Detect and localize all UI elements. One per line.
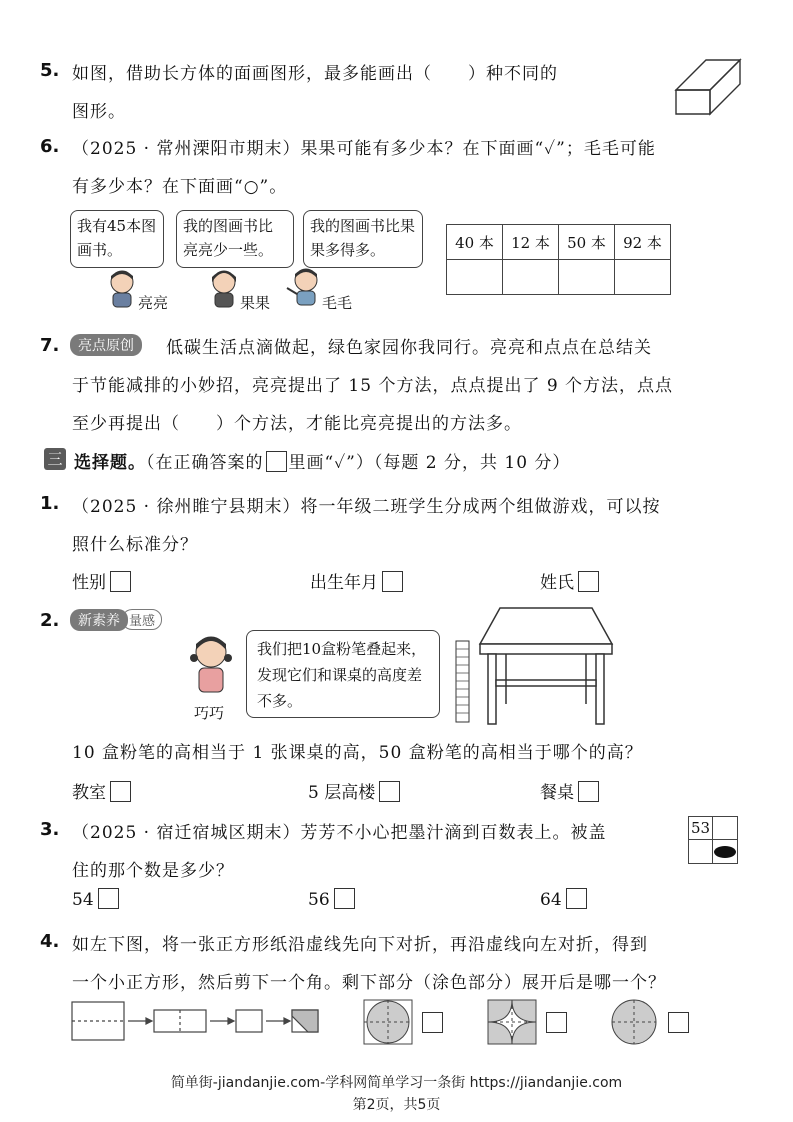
q6-number: 6. [40, 136, 60, 157]
option-label: 64 [540, 890, 562, 910]
q5-text-line1: 如图，借助长方体的面画图形，最多能画出（ ）种不同的 [72, 64, 558, 84]
table-header: 50 本 [559, 225, 615, 260]
folding-steps-figure [70, 998, 340, 1048]
chalk-box-stack [455, 640, 471, 724]
sample-checkbox [266, 451, 287, 472]
grid-cell [688, 839, 713, 864]
answer-checkbox[interactable] [98, 888, 119, 909]
c2-option-building[interactable] [308, 778, 400, 803]
section-three-instr-a: （在正确答案的 [146, 453, 264, 473]
q7-text-line3: 至少再提出（ ）个方法，才能比亮亮提出的方法多。 [72, 414, 522, 434]
name-guoguo: 果果 [240, 294, 271, 312]
c4-option-c-checkbox[interactable] [668, 1012, 689, 1033]
option-label: 出生年月 [310, 573, 378, 593]
answer-checkbox[interactable] [566, 888, 587, 909]
q6-text-line2: 有多少本？在下面画“○”。 [72, 177, 288, 197]
option-b-figure [486, 998, 538, 1046]
q6-text-line1: （2025 · 常州溧阳市期末）果果可能有多少本？在下面画“✓”；毛毛可能 [72, 139, 656, 159]
c1-option-birth[interactable] [310, 568, 403, 593]
c2-tags [70, 609, 162, 631]
c3-number: 3. [40, 819, 60, 840]
q7-tag [70, 334, 142, 356]
c2-option-dining-table[interactable] [540, 778, 599, 803]
section-three-title: 选择题。 [74, 453, 146, 473]
liangliang-figure [104, 268, 140, 308]
c2-question: 10 盒粉笔的高相当于 1 张课桌的高，50 盒粉笔的高相当于哪个的高？ [72, 743, 643, 763]
option-label: 5 层高楼 [308, 783, 376, 803]
c2-number: 2. [40, 610, 60, 631]
option-label: 性别 [72, 573, 106, 593]
c1-option-gender[interactable] [72, 568, 131, 593]
c4-option-b[interactable] [486, 998, 538, 1051]
c3-option-56[interactable] [308, 888, 355, 910]
section-three-icon: 三 [44, 448, 66, 470]
q7-number: 7. [40, 335, 60, 356]
c1-text-line1: （2025 · 徐州睢宁县期末）将一年级二班学生分成两个组做游戏，可以按 [72, 497, 661, 517]
footer-site: 简单街-jiandanjie.com-学科网简单学习一条街 https://jiandanjie.com [170, 1075, 623, 1091]
quantity-sense-badge: 量感 [122, 609, 162, 630]
cuboid-figure [672, 50, 744, 118]
bubble-liangliang: 我有45本图画书。 [70, 210, 164, 268]
c3-option-54[interactable] [72, 888, 119, 910]
option-label: 姓氏 [540, 573, 574, 593]
highlight-original-badge: 亮点原创 [70, 334, 142, 356]
c4-option-a-checkbox[interactable] [422, 1012, 443, 1033]
qiaoqiao-figure [186, 632, 236, 698]
answer-checkbox[interactable] [334, 888, 355, 909]
maomao-figure [284, 266, 324, 308]
c3-text-line1: （2025 · 宿迁宿城区期末）芳芳不小心把墨汁滴到百数表上。被盖 [72, 823, 607, 843]
footer-page-number: 第2页，共5页 [352, 1097, 441, 1113]
c4-option-b-checkbox[interactable] [546, 1012, 567, 1033]
q5-number: 5. [40, 60, 60, 81]
option-label: 餐桌 [540, 783, 574, 803]
section-three-header [74, 448, 570, 473]
guoguo-figure [206, 268, 242, 308]
option-a-figure [362, 998, 414, 1046]
table-header: 12 本 [503, 225, 559, 260]
c4-number: 4. [40, 931, 60, 952]
option-label: 54 [72, 890, 94, 910]
option-c-figure [608, 998, 660, 1046]
answer-checkbox[interactable] [110, 571, 131, 592]
grid-number-cell: 53 [688, 816, 713, 840]
ink-blot-cell [712, 839, 738, 864]
answer-cell[interactable] [503, 260, 559, 295]
c3-text-line2: 住的那个数是多少？ [72, 861, 234, 881]
name-qiaoqiao: 巧巧 [194, 704, 225, 722]
new-literacy-badge: 新素养 [70, 609, 128, 631]
desk-figure [476, 604, 616, 726]
c1-number: 1. [40, 493, 60, 514]
answer-cell[interactable] [447, 260, 503, 295]
ink-blot [714, 846, 736, 858]
grid-cell [712, 816, 738, 840]
bubble-maomao: 我的图画书比果果多得多。 [303, 210, 423, 268]
c3-option-64[interactable] [540, 888, 587, 910]
c4-text-line2: 一个小正方形，然后剪下一个角。剩下部分（涂色部分）展开后是哪一个？ [72, 973, 666, 993]
c2-option-classroom[interactable] [72, 778, 131, 803]
option-label: 56 [308, 890, 330, 910]
hundred-chart-fragment [688, 816, 738, 864]
table-header: 92 本 [615, 225, 671, 260]
c4-option-c[interactable] [608, 998, 660, 1051]
answer-cell[interactable] [559, 260, 615, 295]
answer-checkbox[interactable] [379, 781, 400, 802]
q5-text-line2: 图形。 [72, 102, 126, 122]
q6-answer-table [446, 224, 671, 295]
qiaoqiao-bubble: 我们把10盒粉笔叠起来，发现它们和课桌的高度差不多。 [246, 630, 440, 718]
name-liangliang: 亮亮 [138, 294, 169, 312]
c1-text-line2: 照什么标准分？ [72, 535, 198, 555]
option-label: 教室 [72, 783, 106, 803]
section-three-instr-b: 里画“✓”）（每题 2 分，共 10 分） [288, 453, 571, 473]
q7-text-line2: 于节能减排的小妙招，亮亮提出了 15 个方法，点点提出了 9 个方法，点点 [72, 376, 674, 396]
answer-checkbox[interactable] [382, 571, 403, 592]
table-header: 40 本 [447, 225, 503, 260]
answer-cell[interactable] [615, 260, 671, 295]
c4-text-line1: 如左下图，将一张正方形纸沿虚线先向下对折，再沿虚线向左对折，得到 [72, 935, 648, 955]
answer-checkbox[interactable] [578, 571, 599, 592]
answer-checkbox[interactable] [110, 781, 131, 802]
q7-text-line1: 低碳生活点滴做起，绿色家园你我同行。亮亮和点点在总结关 [166, 338, 652, 358]
c4-option-a[interactable] [362, 998, 414, 1051]
answer-checkbox[interactable] [578, 781, 599, 802]
c1-option-surname[interactable] [540, 568, 599, 593]
bubble-guoguo: 我的图画书比亮亮少一些。 [176, 210, 294, 268]
name-maomao: 毛毛 [322, 294, 353, 312]
